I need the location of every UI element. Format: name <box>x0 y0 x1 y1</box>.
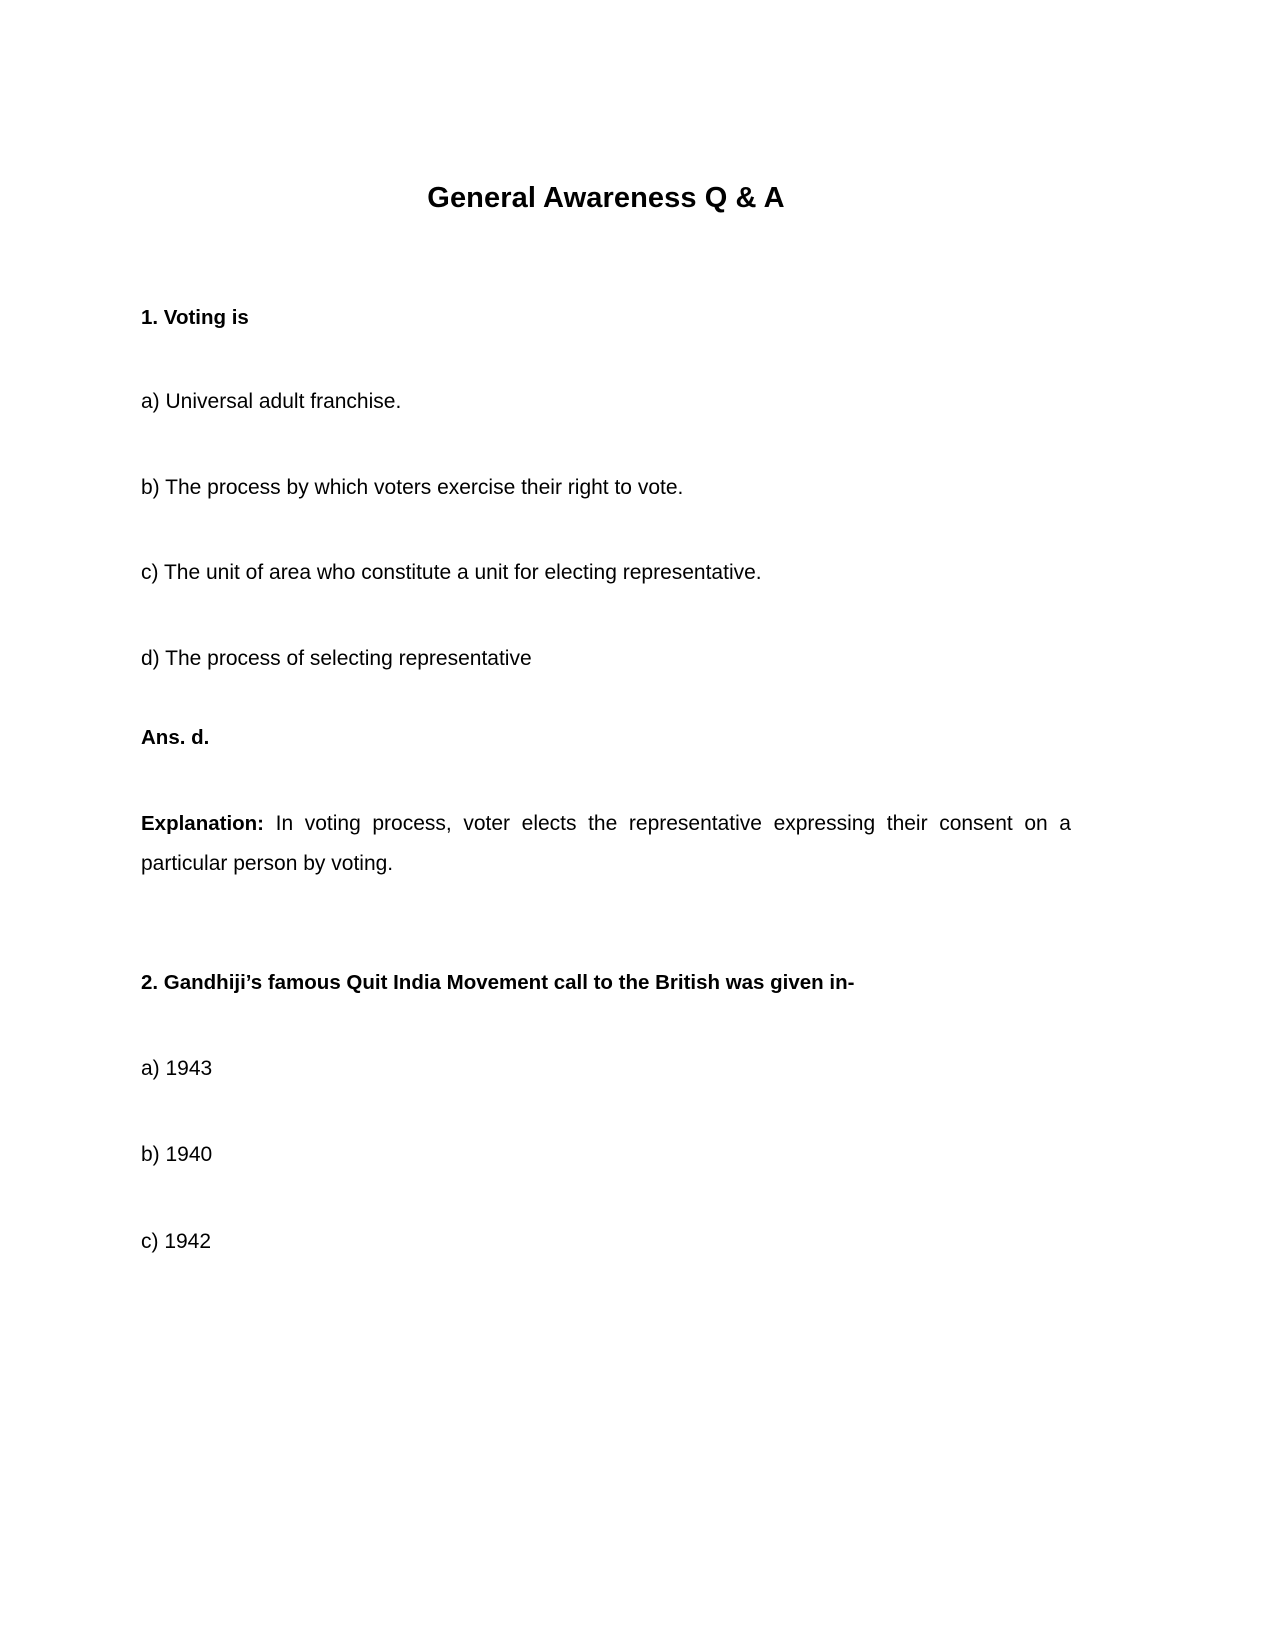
question-2-option-b: b) 1940 <box>141 1143 213 1167</box>
question-1-answer: Ans. d. <box>141 725 210 749</box>
question-1-heading: 1. Voting is <box>141 305 249 329</box>
question-2-heading: 2. Gandhiji’s famous Quit India Movement call to the British was given in- <box>141 971 855 995</box>
question-2-option-c: c) 1942 <box>141 1229 212 1253</box>
question-1-option-d: d) The process of selecting representative <box>141 646 532 670</box>
question-1-explanation <box>141 804 1071 886</box>
document-body <box>141 0 1071 1256</box>
question-1-option-a: a) Universal adult franchise. <box>141 390 402 414</box>
question-1-option-c: c) The unit of area who constitute a unit for electing representative. <box>141 561 762 585</box>
explanation-text: In voting process, voter elects the representative expressing their consent on a particular person by voting. <box>141 811 1071 876</box>
explanation-label: Explanation: <box>141 811 265 835</box>
question-1-option-b: b) The process by which voters exercise their right to vote. <box>141 475 684 499</box>
question-2-option-a: a) 1943 <box>141 1057 213 1081</box>
page-title: General Awareness Q & A <box>427 182 785 214</box>
